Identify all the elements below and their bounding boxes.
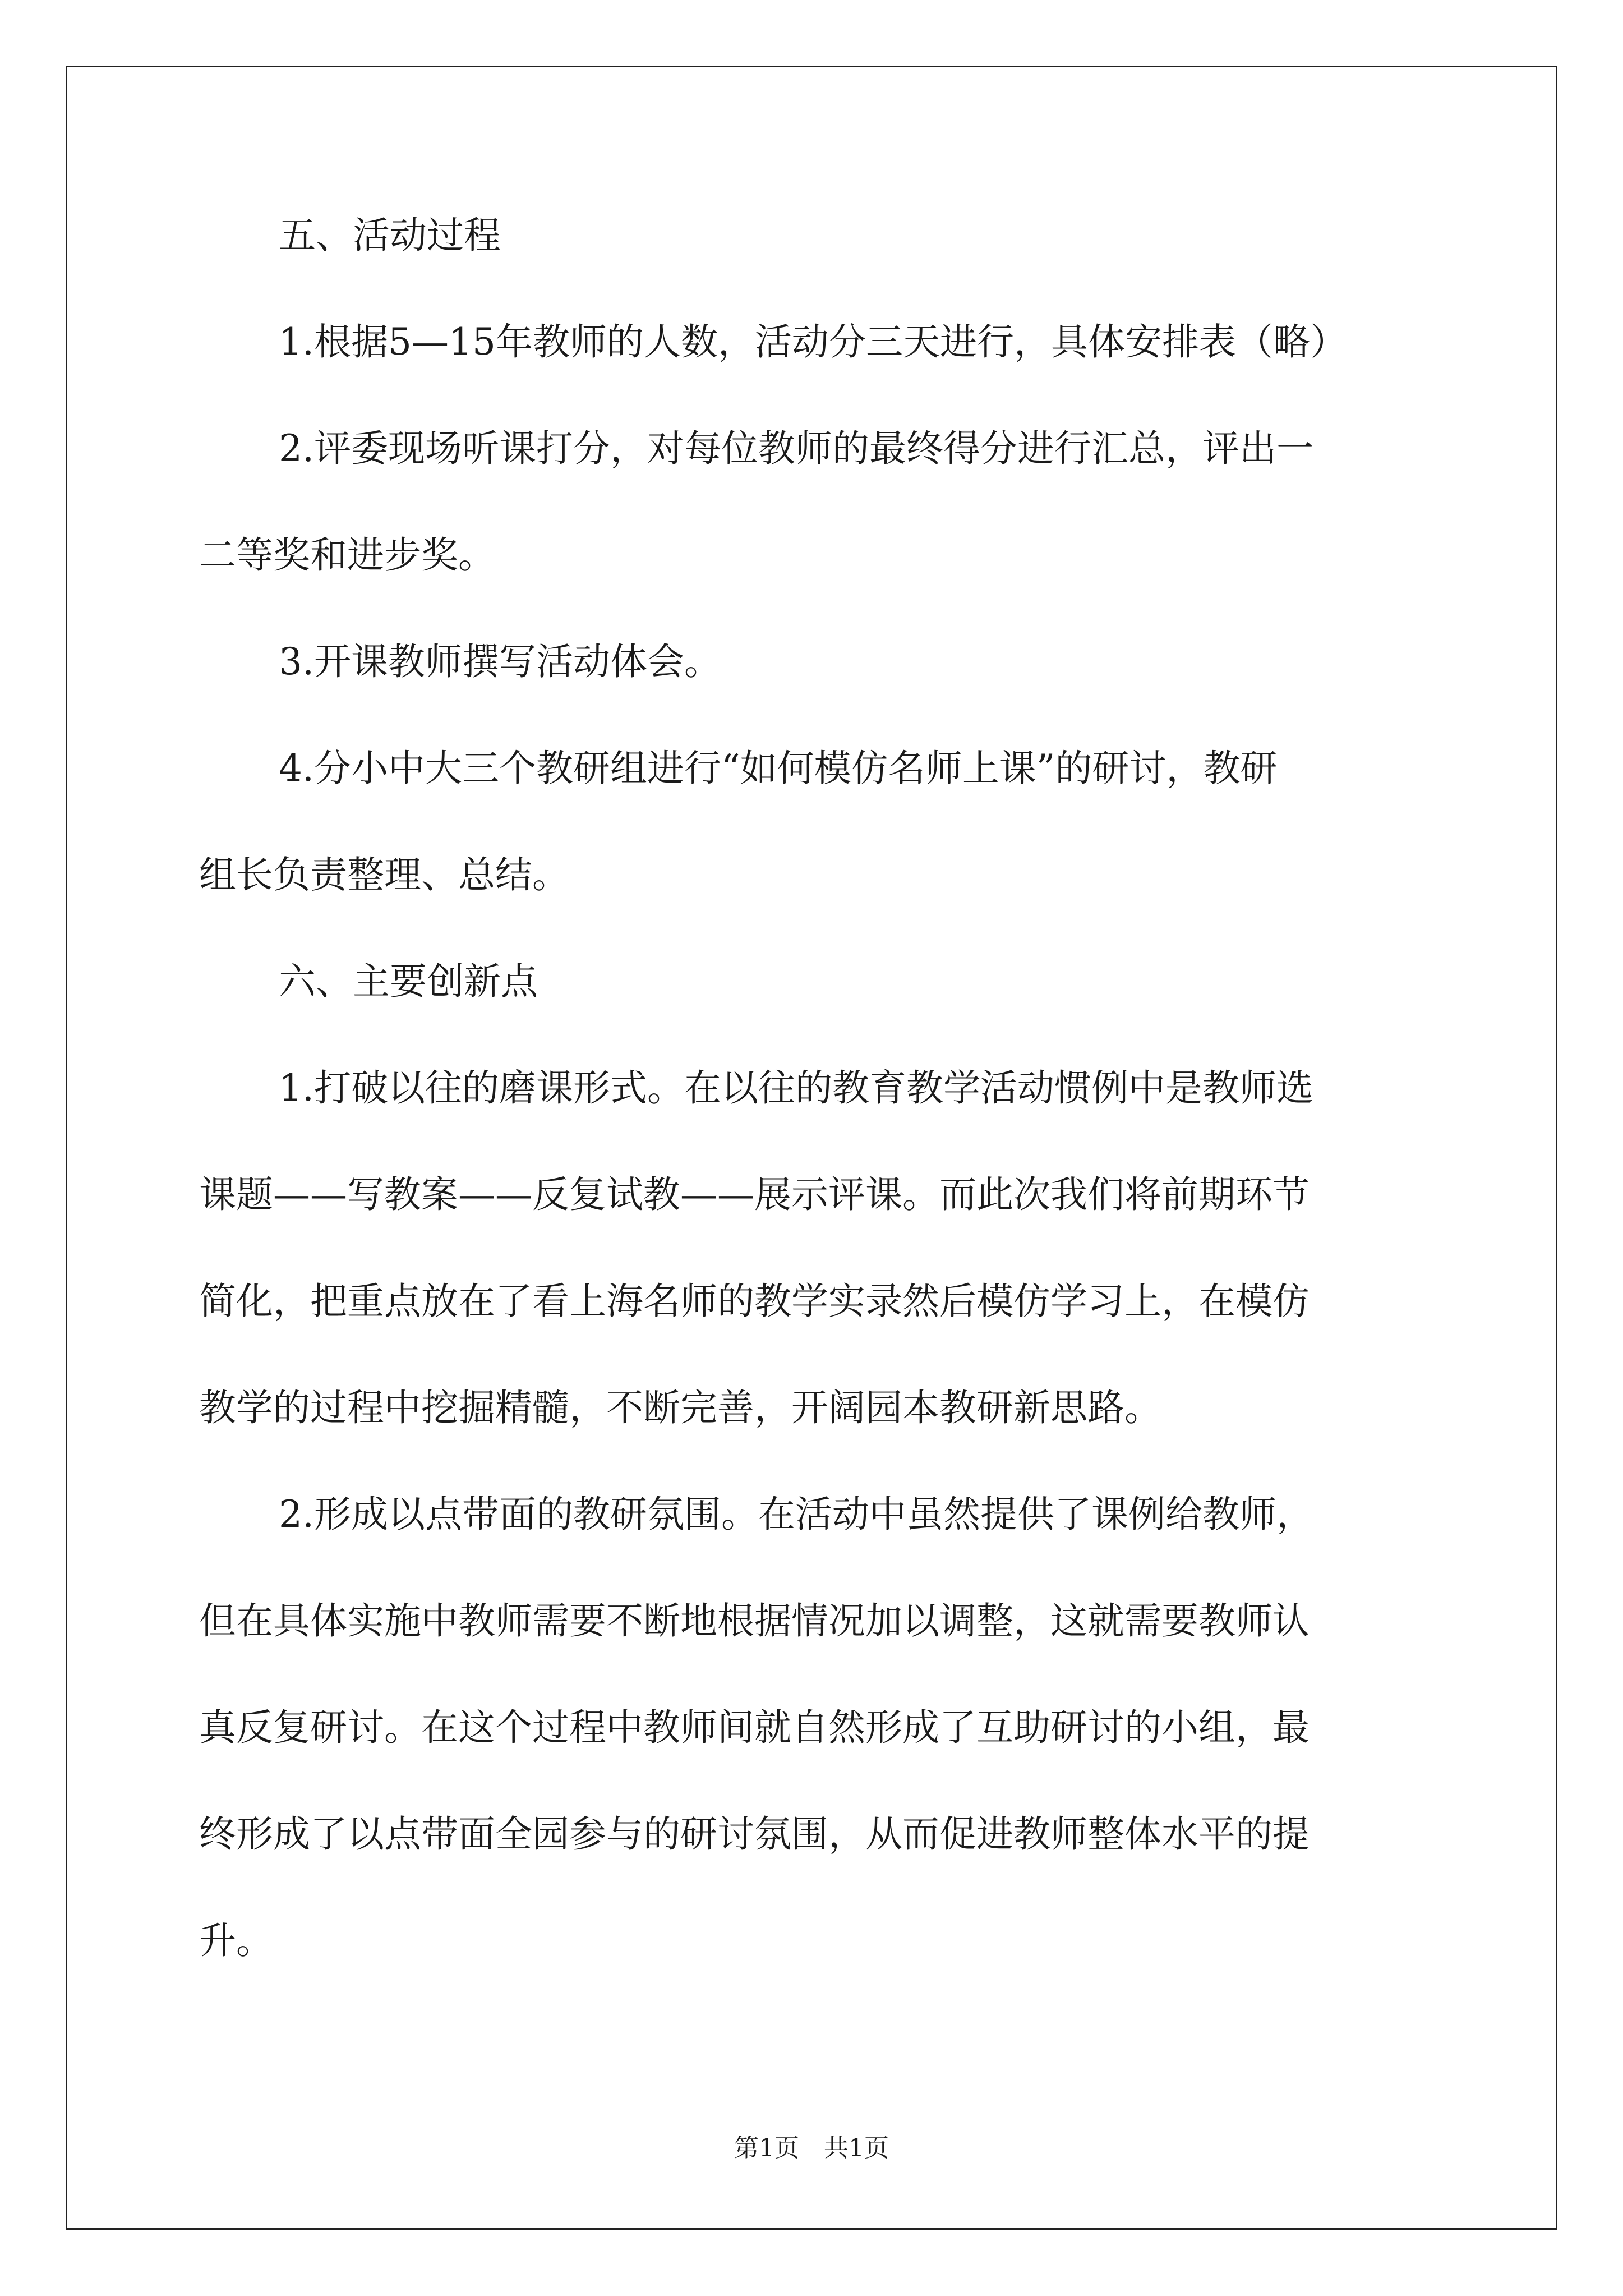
paragraph-line: 3.开课教师撰写活动体会。 [279,640,721,683]
paragraph-line: 2.形成以点带面的教研氛围。在活动中虽然提供了课例给教师， [279,1493,1313,1536]
paragraph-line: 简化，把重点放在了看上海名师的教学实录然后模仿学习上，在模仿 [199,1280,1310,1323]
paragraph-line: 二等奖和进步奖。 [199,533,495,577]
paragraph-line: 终形成了以点带面全园参与的研讨氛围，从而促进教师整体水平的提 [199,1812,1310,1856]
paragraph-line: 组长负责整理、总结。 [199,853,569,896]
page-number-footer: 第1页 共1页 [734,2134,889,2162]
section-heading-innovation: 六、主要创新点 [279,960,538,1003]
paragraph-line: 4.分小中大三个教研组进行“如何模仿名师上课”的研讨，教研 [279,747,1278,790]
paragraph-line: 课题——写教案——反复试教——展示评课。而此次我们将前期环节 [199,1173,1310,1216]
paragraph-line: 升。 [199,1919,273,1962]
paragraph-line: 真反复研讨。在这个过程中教师间就自然形成了互助研讨的小组，最 [199,1706,1310,1749]
section-heading-process: 五、活动过程 [279,214,501,257]
paragraph-line: 教学的过程中挖掘精髓，不断完善，开阔园本教研新思路。 [199,1386,1161,1429]
paragraph-line: 但在具体实施中教师需要不断地根据情况加以调整，这就需要教师认 [199,1599,1310,1642]
paragraph-line: 1.根据5—15年教师的人数，活动分三天进行，具体安排表（略） [279,320,1347,364]
paragraph-line: 1.打破以往的磨课形式。在以往的教育教学活动惯例中是教师选 [279,1066,1313,1110]
page-border [66,66,1557,2230]
paragraph-line: 2.评委现场听课打分，对每位教师的最终得分进行汇总，评出一 [279,427,1313,470]
